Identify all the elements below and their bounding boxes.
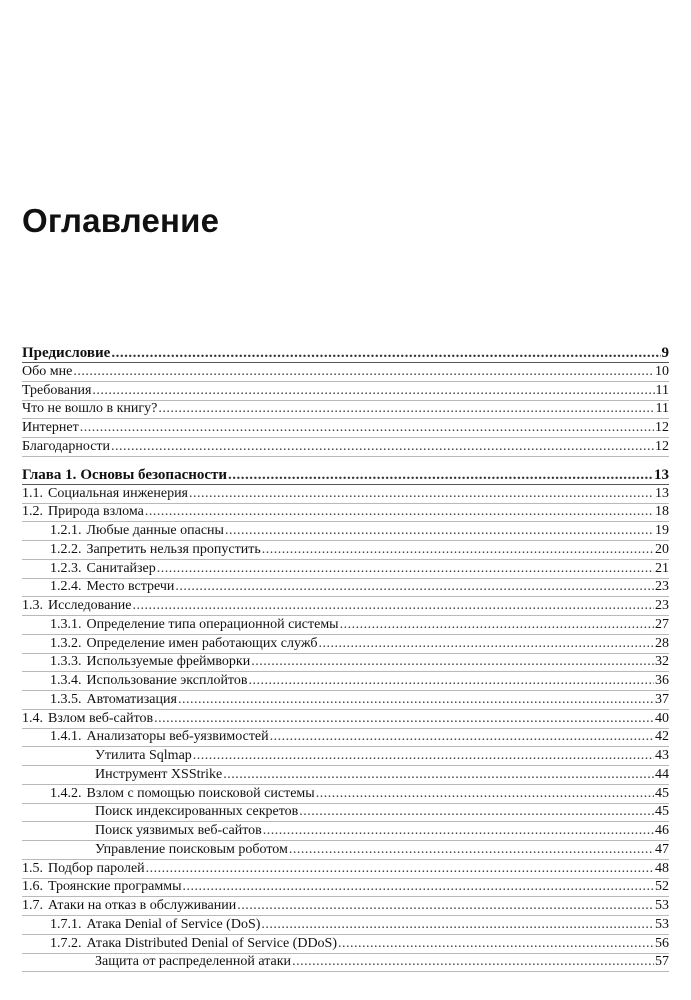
toc-leader-dots [111,345,660,361]
toc-leader-dots [154,711,654,727]
toc-leader-dots [157,561,654,577]
toc-page-number: 53 [655,916,669,932]
toc-entry-title: Взлом веб-сайтов [48,710,154,726]
toc-leader-dots [158,401,654,417]
toc-entry-number: 1.3. [22,598,43,613]
toc-entry-title: Атаки на отказ в обслуживании [48,898,237,913]
toc-leader-dots [248,673,654,689]
toc-entry-title: Утилита Sqlmap [95,748,192,763]
toc-entry-title: Использование эксплойтов [86,673,248,688]
toc-entry-title: Инструмент XSStrike [95,766,223,782]
toc-entry-title: Поиск индексированных секретов [95,804,299,820]
toc-entry-title: Любые данные опасны [86,523,224,538]
toc-entry-title: Определение имен работающих служб [86,635,318,651]
toc-section-chapter-1 [22,463,669,973]
toc-entry[interactable] [22,729,669,748]
toc-entry[interactable] [22,879,669,898]
toc-leader-dots [80,420,654,436]
toc-entry[interactable] [22,841,669,860]
toc-leader-dots [251,654,654,670]
toc-entry[interactable] [22,579,669,598]
toc-entry-title: Природа взлома [48,504,144,520]
toc-entry-title: Требования [22,382,92,398]
toc-page-number: 23 [655,598,669,613]
toc-entry[interactable] [22,560,669,579]
toc-entry-title: Исследование [48,598,132,613]
toc-entry-title: Анализаторы веб-уязвимостей [86,729,269,745]
toc-entry-number: 1.7. [22,898,43,913]
toc-entry-title: Санитайзер [86,560,156,576]
toc-entry-title: Основы безопасности [80,466,228,483]
toc-entry[interactable] [22,635,669,654]
toc-entry-number: 1.3.4. [50,673,82,688]
toc-leader-dots [270,729,654,745]
toc-page-number: 56 [655,935,669,951]
toc-leader-dots [175,579,654,595]
toc-leader-dots [261,917,654,933]
toc-entry[interactable] [22,747,669,766]
toc-entry-number: 1.2. [22,504,43,520]
toc-entry-number: 1.3.1. [50,616,82,632]
toc-page-number: 12 [655,438,669,454]
toc-page-number: 42 [655,729,669,745]
toc-entry-title: Место встречи [86,579,175,595]
toc-page-number: 47 [655,841,669,857]
toc-entry-number: 1.2.3. [50,560,82,576]
toc-page-number: 57 [655,954,669,970]
toc-page-number: 43 [655,748,669,763]
toc-entry[interactable] [22,419,669,438]
toc-leader-dots [318,636,654,652]
toc-entry[interactable] [22,710,669,729]
toc-page-number: 21 [655,560,669,576]
toc-leader-dots [262,542,654,558]
toc-leader-dots [237,898,654,914]
toc-entry-title: Поиск уязвимых веб-сайтов [95,823,262,838]
toc-leader-dots [182,879,654,895]
toc-entry-title: Благодарности [22,438,111,454]
toc-entry-number: 1.6. [22,879,43,895]
toc-leader-dots [133,598,654,614]
toc-leader-dots [223,767,654,783]
toc-entry-title: Что не вошло в книгу? [22,401,158,417]
toc-page-number: 45 [655,804,669,820]
toc-page-number: 32 [655,654,669,670]
toc-entry-number: 1.2.1. [50,523,82,538]
toc-entry-number: 1.5. [22,860,43,876]
toc-entry-title: Запретить нельзя пропустить [86,541,261,557]
toc-leader-dots [292,954,654,970]
toc-entry[interactable] [22,522,669,541]
toc-entry-number: 1.4.2. [50,785,82,801]
toc-entry-number: 1.2.2. [50,541,82,557]
toc-entry-number: 1.7.1. [50,916,82,932]
toc-leader-dots [145,504,654,520]
toc-entry-number: 1.1. [22,485,43,501]
toc-page-number: 40 [655,710,669,726]
toc-entry[interactable] [22,766,669,785]
toc-entry-title: Атака Distributed Denial of Service (DDoS) [86,935,338,951]
toc-page-number: 18 [655,504,669,520]
toc-page-number: 13 [654,466,669,483]
toc-entry-title: Обо мне [22,363,73,379]
toc-leader-dots [92,383,654,399]
table-of-contents [22,341,669,978]
toc-leader-dots [289,842,654,858]
toc-page-number: 12 [655,420,669,435]
toc-entry[interactable] [22,504,669,523]
toc-heading-chapter-1[interactable] [22,463,669,485]
toc-page-number: 11 [655,401,669,417]
toc-entry-number: 1.2.4. [50,579,82,595]
toc-page-number: 45 [655,785,669,801]
toc-leader-dots [189,486,654,502]
toc-page-number: 10 [655,363,669,379]
toc-leader-dots [73,364,654,380]
toc-page-number: 52 [655,879,669,895]
toc-entry-number: 1.4.1. [50,729,82,745]
toc-entry[interactable] [22,485,669,504]
toc-page-number: 53 [655,898,669,913]
toc-entry-title: Автоматизация [86,691,177,707]
toc-leader-dots [228,467,653,483]
toc-entry-title: Определение типа операционной системы [86,616,339,632]
toc-entry[interactable] [22,672,669,691]
toc-entry[interactable] [22,597,669,616]
toc-leader-dots [178,692,654,708]
toc-leader-dots [338,936,654,952]
toc-page-number: 44 [655,766,669,782]
toc-entry-title: Используемые фреймворки [86,654,251,670]
toc-page-number: 46 [655,823,669,838]
toc-leader-dots [193,748,654,764]
toc-entry-title: Атака Denial of Service (DoS) [86,916,261,932]
toc-entry-title: Троянские программы [48,879,182,895]
toc-entry-title: Предисловие [22,345,111,361]
toc-page-number: 27 [655,616,669,632]
toc-leader-dots [299,804,654,820]
toc-leader-dots [316,786,654,802]
toc-entry-number: 1.7.2. [50,935,82,951]
toc-entry-number: 1.3.3. [50,654,82,670]
toc-page-number: 9 [661,345,669,361]
page-title: Оглавление [22,202,220,239]
toc-entry[interactable] [22,401,669,420]
toc-entry-title: Взлом с помощью поисковой системы [86,785,315,801]
toc-page-number: 36 [655,673,669,688]
toc-entry[interactable] [22,654,669,673]
toc-entry[interactable] [22,438,669,457]
toc-entry[interactable] [22,897,669,916]
toc-leader-dots [111,439,654,455]
toc-page-number: 48 [655,860,669,876]
toc-entry-title: Подбор паролей [48,860,145,876]
toc-page-number: 13 [655,485,669,501]
toc-entry[interactable] [22,616,669,635]
toc-leader-dots [146,861,654,877]
toc-entry[interactable] [22,860,669,879]
toc-entry-title: Социальная инженерия [48,485,188,501]
toc-entry[interactable] [22,822,669,841]
toc-entry[interactable] [22,541,669,560]
toc-entry-number: 1.3.5. [50,691,82,707]
toc-page-number: 23 [655,579,669,595]
toc-entry-number: 1.3.2. [50,635,82,651]
toc-entry[interactable] [22,691,669,710]
toc-page-number: 37 [655,691,669,707]
toc-entry[interactable] [22,935,669,954]
toc-leader-dots [340,617,654,633]
toc-section-preface [22,341,669,457]
toc-entry[interactable] [22,382,669,401]
toc-entry[interactable] [22,804,669,823]
toc-entry-title: Управление поисковым роботом [95,841,288,857]
toc-entry[interactable] [22,785,669,804]
toc-entry-title: Защита от распределенной атаки [95,954,292,970]
toc-page-number: 20 [655,541,669,557]
toc-page-number: 11 [655,382,669,398]
toc-page-number: 28 [655,635,669,651]
toc-leader-dots [263,823,654,839]
toc-entry[interactable] [22,363,669,382]
toc-entry-title: Интернет [22,420,79,435]
toc-entry-number: 1.4. [22,710,43,726]
toc-entry[interactable] [22,954,669,973]
toc-entry-number: Глава 1. [22,466,77,483]
toc-page-number: 19 [655,523,669,538]
toc-heading-preface[interactable] [22,341,669,363]
toc-entry[interactable] [22,916,669,935]
toc-leader-dots [225,523,654,539]
